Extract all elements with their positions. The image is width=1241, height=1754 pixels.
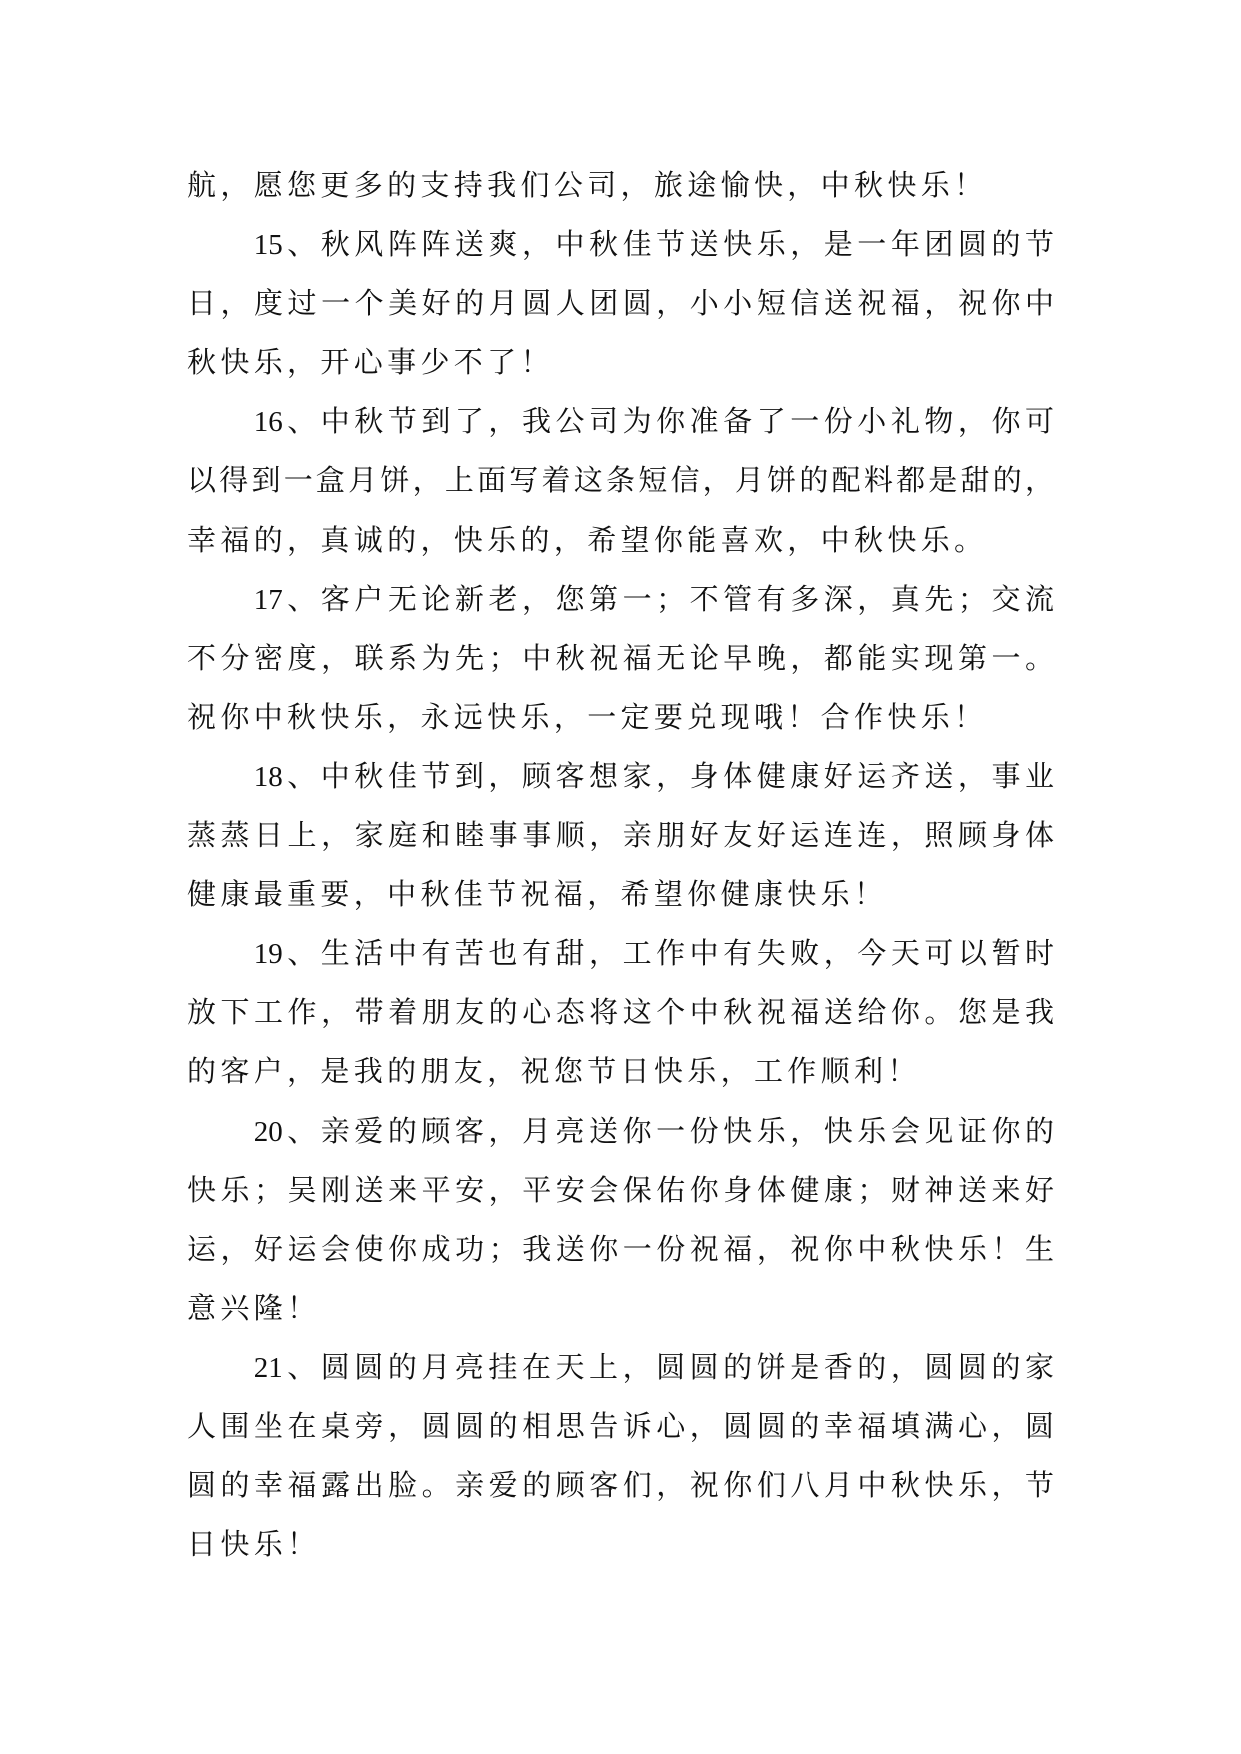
paragraph-line: 人围坐在桌旁，圆圆的相思告诉心，圆圆的幸福填满心，圆 <box>187 1410 1054 1443</box>
paragraph-line: 意兴隆！ <box>187 1292 321 1325</box>
paragraph-line: 运，好运会使你成功；我送你一份祝福，祝你中秋快乐！生 <box>187 1233 1054 1266</box>
paragraph-21 <box>187 1339 1054 1575</box>
paragraph-line: 不分密度，联系为先；中秋祝福无论早晚，都能实现第一。 <box>187 642 1054 675</box>
paragraph-18 <box>187 748 1054 925</box>
paragraph-line: 快乐；吴刚送来平安，平安会保佑你身体健康；财神送来好 <box>187 1174 1054 1207</box>
paragraph-line: 17、客户无论新老，您第一；不管有多深，真先；交流 <box>253 583 1054 616</box>
paragraph-15 <box>187 216 1054 393</box>
paragraph-line: 蒸蒸日上，家庭和睦事事顺，亲朋好友好运连连，照顾身体 <box>187 820 1054 853</box>
paragraph-line: 健康最重要，中秋佳节祝福，希望你健康快乐！ <box>187 879 888 912</box>
paragraph-17 <box>187 571 1054 748</box>
paragraph-continued <box>187 157 1054 216</box>
paragraph-19 <box>187 925 1054 1102</box>
paragraph-line: 日快乐！ <box>187 1529 321 1562</box>
paragraph-line: 日，度过一个美好的月圆人团圆，小小短信送祝福，祝你中 <box>187 288 1054 321</box>
paragraph-line: 航，愿您更多的支持我们公司，旅途愉快，中秋快乐！ <box>187 170 988 202</box>
paragraph-line: 19、生活中有苦也有甜，工作中有失败，今天可以暂时 <box>253 938 1054 971</box>
paragraph-line: 祝你中秋快乐，永远快乐，一定要兑现哦！合作快乐！ <box>187 701 988 734</box>
paragraph-16 <box>187 393 1054 570</box>
paragraph-line: 16、中秋节到了，我公司为你准备了一份小礼物，你可 <box>253 406 1054 439</box>
text-body <box>187 157 1054 1575</box>
paragraph-20 <box>187 1103 1054 1339</box>
paragraph-line: 18、中秋佳节到，顾客想家，身体健康好运齐送，事业 <box>253 760 1054 793</box>
paragraph-line: 放下工作，带着朋友的心态将这个中秋祝福送给你。您是我 <box>187 997 1054 1030</box>
paragraph-line: 20、亲爱的顾客，月亮送你一份快乐，快乐会见证你的 <box>253 1115 1054 1148</box>
paragraph-line: 的客户，是我的朋友，祝您节日快乐，工作顺利！ <box>187 1056 921 1089</box>
paragraph-line: 幸福的，真诚的，快乐的，希望你能喜欢，中秋快乐。 <box>187 524 988 557</box>
paragraph-line: 圆的幸福露出脸。亲爱的顾客们，祝你们八月中秋快乐，节 <box>187 1470 1054 1503</box>
paragraph-line: 21、圆圆的月亮挂在天上，圆圆的饼是香的，圆圆的家 <box>253 1351 1054 1384</box>
paragraph-line: 以得到一盒月饼，上面写着这条短信，月饼的配料都是甜的， <box>187 465 1054 498</box>
paragraph-line: 秋快乐，开心事少不了！ <box>187 347 554 380</box>
paragraph-line: 15、秋风阵阵送爽，中秋佳节送快乐，是一年团圆的节 <box>253 229 1054 262</box>
